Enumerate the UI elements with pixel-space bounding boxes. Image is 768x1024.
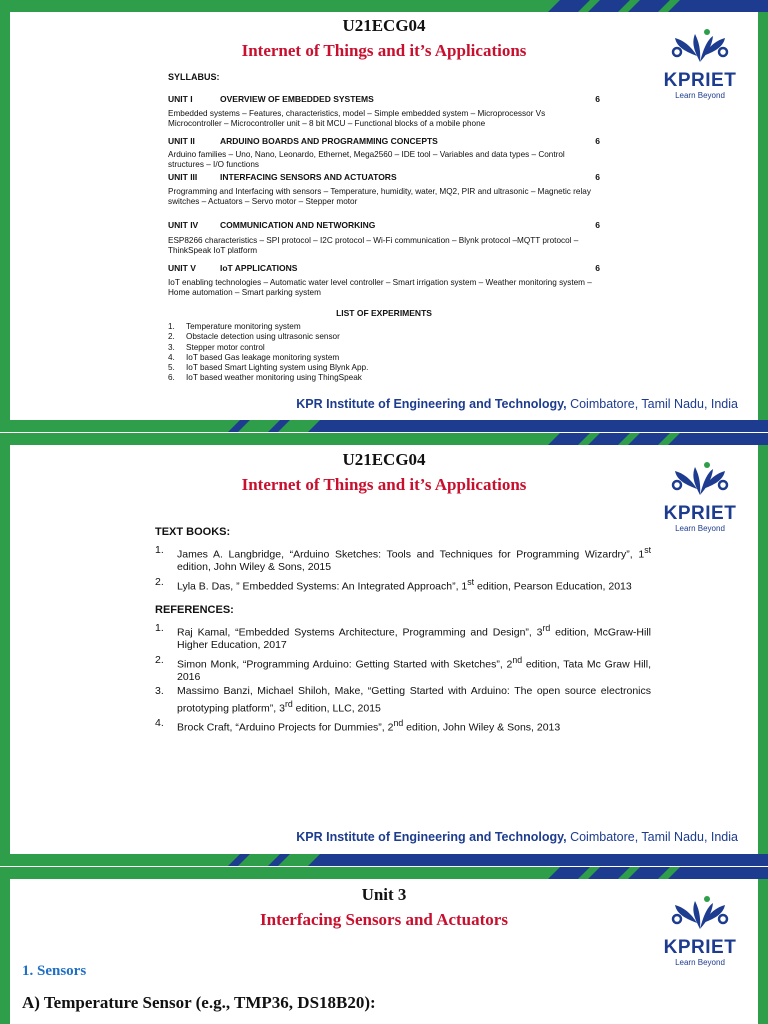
list-item: 1. James A. Langbridge, “Arduino Sketches: Tools and Techniques for Programming Wizardry”, 1st edition, John Wiley & Sons, 2015 xyxy=(155,544,651,573)
subsection-heading: A) Temperature Sensor (e.g., TMP36, DS18B20): xyxy=(22,993,376,1012)
list-item: 4. Brock Craft, “Arduino Projects for Dummies”, 2nd edition, John Wiley & Sons, 2013 xyxy=(155,716,561,733)
references-label: REFERENCES: xyxy=(155,604,234,616)
syllabus-block: SYLLABUS: UNIT I OVERVIEW OF EMBEDDED SYSTEMS 6 Embedded systems – Features, characteristics, model – Simple embedded system – Microprocessor Vs Microcontroller – Microcontroller unit – 8 bit MCU – Functional blocks of a mobile phone UNIT II ARDUINO BOARDS AND PROGRAMMING CONCEPTS 6 Arduino families – Uno, Nano, Leonardo, Ethernet, Mega2560 – IDE tool – Variables and data types – Control structures – I/O functions UNIT III INTERFACING SENSORS AND ACTUATORS 6 Programming and Interfacing with sensors – Temperature, humidity, water, MQ2, PIR and ultrasonic – Magnetic relay switches – Actuators – Servo motor – Stepper motor UNIT IV COMMUNICATION AND NETWORKING 6 ESP8266 characteristics – SPI protocol – I2C protocol – Wi-Fi communication – Blynk protocol –MQTT protocol – ThinkSpeak IoT platform UNIT V IoT APPLICATIONS 6 IoT enabling technologies – Automatic water level controller – Smart irrigation system – Weather monitoring system – Home automation – Smart parking system LIST OF EXPERIMENTS 1. Temperature monitoring system 2. Obstacle detection using ultrasonic sensor 3. Stepper motor control 4. IoT based Gas leakage monitoring system 5. IoT based Smart Lighting system using Blynk App. 6. IoT based weather monitoring using ThingSpeak xyxy=(168,72,600,383)
logo-tagline: Learn Beyond xyxy=(675,524,725,533)
kpriet-logo xyxy=(660,893,740,968)
books-block xyxy=(155,526,651,733)
course-code: U21ECG04 xyxy=(342,450,426,469)
right-border xyxy=(758,445,768,854)
footer-institute: KPR Institute of Engineering and Technology, xyxy=(296,397,567,411)
kpriet-logo xyxy=(660,26,740,101)
unit-text: ESP8266 characteristics – SPI protocol – I2C protocol – Wi-Fi communication – Blynk protocol –MQTT protocol – ThinkSpeak IoT platform xyxy=(168,236,579,255)
kpriet-logo-icon xyxy=(667,893,733,933)
right-border xyxy=(758,12,768,420)
bottom-stripe xyxy=(0,420,768,432)
footer-location: Coimbatore, Tamil Nadu, India xyxy=(566,397,738,411)
logo-tagline: Learn Beyond xyxy=(675,91,725,100)
list-item: 1. Raj Kamal, “Embedded Systems Architecture, Programming and Design”, 3rd edition, McGraw-Hill Higher Education, 2017 xyxy=(155,622,651,651)
bottom-stripe xyxy=(0,854,768,866)
list-item: 4. IoT based Gas leakage monitoring system xyxy=(168,352,340,362)
list-item: 2. Simon Monk, “Programming Arduino: Getting Started with Sketches”, 2nd edition, Tata Mc Graw Hill, 2016 xyxy=(155,653,651,683)
list-item: 5. IoT based Smart Lighting system using Blynk App. xyxy=(168,363,369,373)
slide-1 xyxy=(0,0,768,432)
logo-name: KPRIET xyxy=(663,70,737,91)
top-stripe xyxy=(0,867,768,879)
kpriet-logo-icon xyxy=(667,26,733,66)
slide-3 xyxy=(0,867,768,1024)
footer xyxy=(296,397,738,411)
list-item: 1. Temperature monitoring system xyxy=(168,322,301,331)
footer-location: Coimbatore, Tamil Nadu, India xyxy=(566,830,738,844)
unit-title: Interfacing Sensors and Actuators xyxy=(260,910,508,929)
footer xyxy=(296,830,738,844)
logo-name: KPRIET xyxy=(663,937,737,958)
experiments-label: LIST OF EXPERIMENTS xyxy=(336,308,432,318)
top-stripe xyxy=(0,433,768,445)
unit-number: Unit 3 xyxy=(361,885,407,904)
list-item: 6. IoT based weather monitoring using ThingSpeak xyxy=(168,373,362,383)
footer-institute: KPR Institute of Engineering and Technology, xyxy=(296,830,567,844)
syllabus-label: SYLLABUS: xyxy=(168,72,220,82)
course-title: Internet of Things and it’s Applications xyxy=(241,475,527,494)
course-code: U21ECG04 xyxy=(342,16,426,35)
kpriet-logo xyxy=(660,459,740,534)
logo-tagline: Learn Beyond xyxy=(675,958,725,967)
references-list xyxy=(155,622,651,736)
list-item: 3. Stepper motor control xyxy=(168,342,265,352)
left-border xyxy=(0,12,10,420)
course-title: Internet of Things and it’s Applications xyxy=(241,41,527,60)
logo-name: KPRIET xyxy=(663,503,737,524)
list-item: 2. Lyla B. Das, ” Embedded Systems: An Integrated Approach”, 1st edition, Pearson Education, 2013 xyxy=(155,575,632,592)
list-item: 2. Obstacle detection using ultrasonic sensor xyxy=(168,332,340,342)
unit-text: Embedded systems – Features, characteristics, model – Simple embedded system – Microprocessor Vs Microcontroller – Microcontroller unit – 8 bit MCU – Functional blocks of a mobile phone xyxy=(168,109,546,128)
unit-text: Programming and Interfacing with sensors – Temperature, humidity, water, MQ2, PIR and ultrasonic – Magnetic relay switches – Actuators – Servo motor – Stepper motor xyxy=(168,187,591,206)
experiments-list xyxy=(168,322,368,384)
kpriet-logo-icon xyxy=(667,459,733,499)
top-stripe xyxy=(0,0,768,12)
section-heading: 1. Sensors xyxy=(22,963,87,979)
list-item: 3. Massimo Banzi, Michael Shiloh, Make, “Getting Started with Arduino: The open source electronics prototyping platform”, 3rd edition, LLC, 2015 xyxy=(155,685,651,714)
textbooks-list xyxy=(155,544,651,595)
textbooks-label: TEXT BOOKS: xyxy=(155,526,231,538)
slide-2 xyxy=(0,433,768,866)
unit-text: Arduino families – Uno, Nano, Leonardo, Ethernet, Mega2560 – IDE tool – Variables and data types – Control structures – I/O functions xyxy=(168,150,565,169)
unit-text: IoT enabling technologies – Automatic water level controller – Smart irrigation system – Weather monitoring system – Home automation – Smart parking system xyxy=(168,278,592,297)
left-border xyxy=(0,445,10,854)
